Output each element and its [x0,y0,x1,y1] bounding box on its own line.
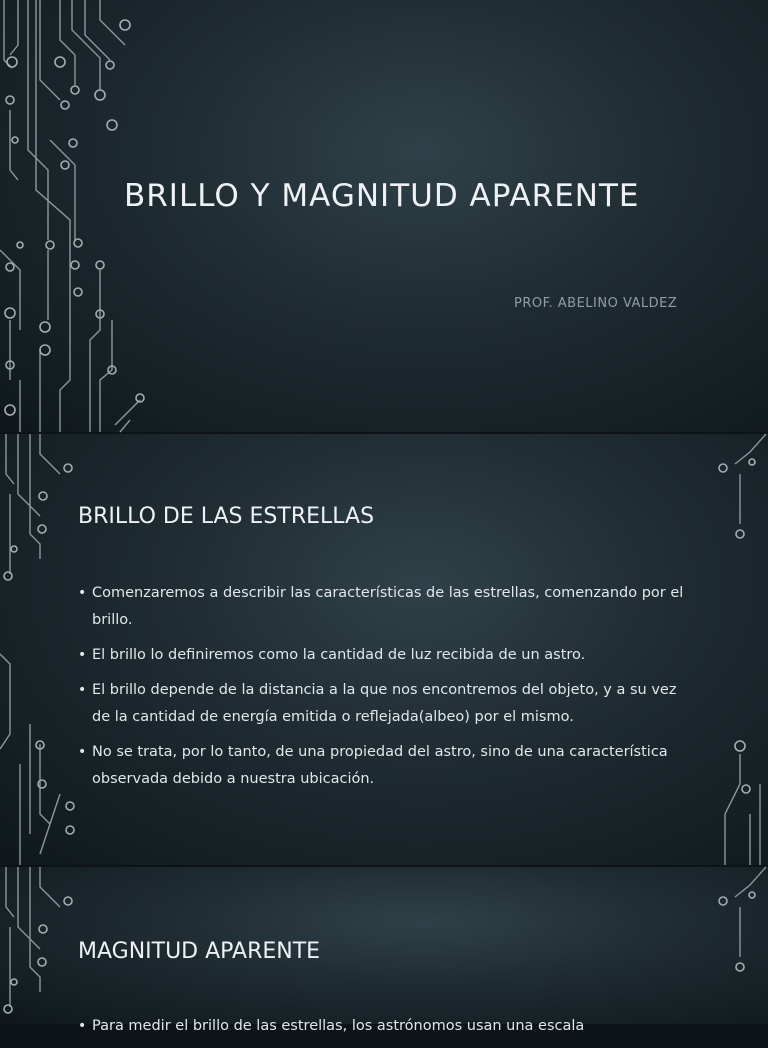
list-item: • El brillo depende de la distancia a la que nos encontremos del objeto, y a su vez de la cantidad de energía emitida o reflejada(albeo) por el mismo. [78,677,698,731]
list-item: • El brillo lo definiremos como la cantidad de luz recibida de un astro. [78,642,698,669]
bullet-list [78,1013,698,1048]
bullet-icon: • [78,647,87,663]
list-item: • Comenzaremos a describir las características de las estrellas, comenzando por el brillo. [78,580,698,634]
bullet-icon: • [78,682,87,698]
content-slide-brillo[interactable] [0,434,768,865]
bullet-icon: • [78,585,87,601]
content-slide-magnitud[interactable] [0,867,768,1034]
title-slide[interactable] [0,0,768,432]
list-item: • Para medir el brillo de las estrellas, los astrónomos usan una escala [78,1013,698,1040]
bullet-list [78,580,698,801]
bullet-icon: • [78,1018,87,1034]
slide-heading: MAGNITUD APARENTE [78,939,321,964]
slide-heading: BRILLO DE LAS ESTRELLAS [78,504,375,529]
bullet-icon: • [78,744,87,760]
list-item: • No se trata, por lo tanto, de una propiedad del astro, sino de una característica observada debido a nuestra ubicación. [78,739,698,793]
circuit-decoration-icon [0,0,160,432]
presentation-title: BRILLO Y MAGNITUD APARENTE [124,178,640,214]
presentation-subtitle: PROF. ABELINO VALDEZ [514,296,678,311]
